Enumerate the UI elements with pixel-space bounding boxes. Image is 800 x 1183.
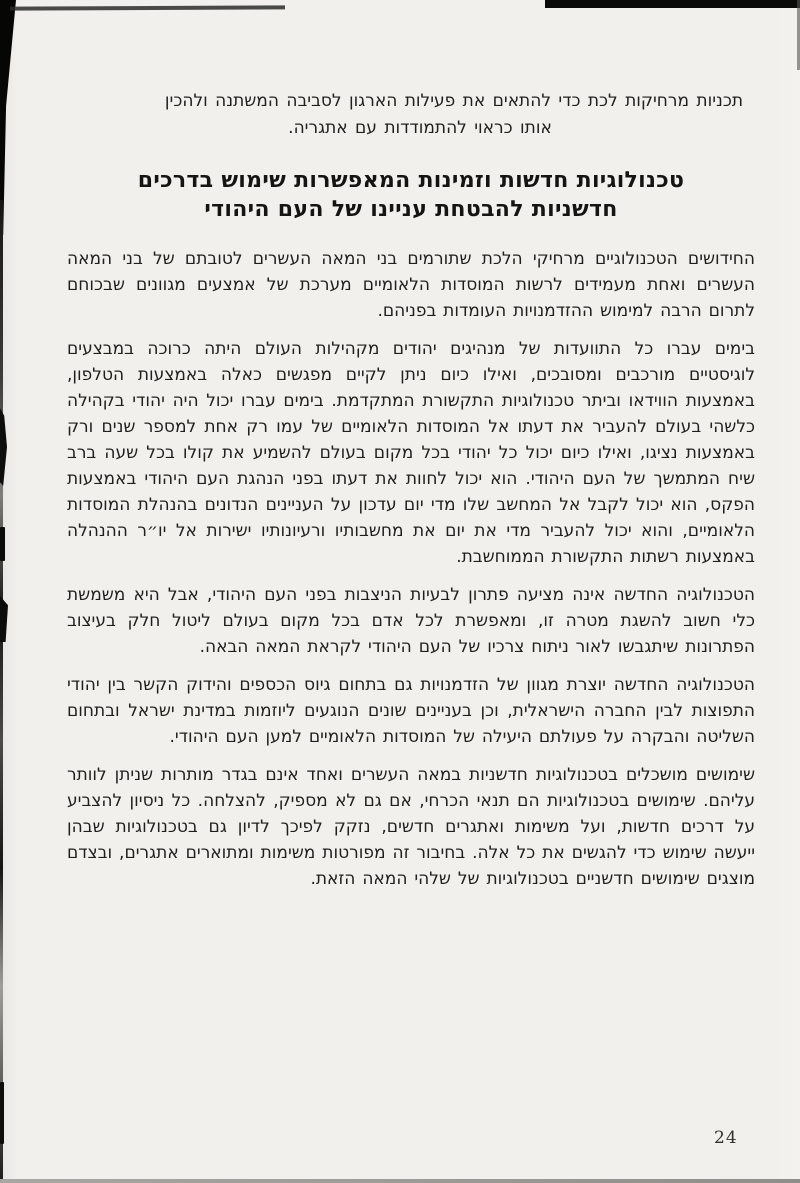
body-paragraph-4: הטכנולוגיה החדשה יוצרת מגוון של הזדמנויות גם בתחום גיוס הכספים והידוק הקשר בין יהודי התפוצות לבין החברה הישראלית, וכן בעניינים שונים הנוגעים ליוזמות במדינת ישראל ובתחום השליטה והבקרה על פעולתם היעילה של המוסדות הלאומיים למען העם היהודי. xyxy=(67,675,755,747)
scan-artifact-left-edge xyxy=(0,200,3,1183)
scan-artifact-left-blob-4 xyxy=(0,1082,4,1144)
scan-artifact-top-edge-left xyxy=(10,5,285,10)
body-paragraph-1: החידושים הטכנולוגיים מרחיקי הלכת שתורמים בני המאה העשרים לטובתם של בני המאה העשרים ואחת מעמידים לרשות המוסדות הלאומיים מערכת של אמצעים מגוונים שבכוחם לתרום הרבה למימוש ההזדמנויות העומדות בפניהם. xyxy=(67,249,755,321)
continuation-line-1: תכניות מרחיקות לכת כדי להתאים את פעילות הארגון לסביבה המשתנה ולהכין xyxy=(164,91,743,111)
scan-artifact-top-edge-right xyxy=(545,0,800,8)
page-number: 24 xyxy=(714,1128,738,1148)
body-paragraph-5: שימושים מושכלים בטכנולוגיות חדשניות במאה העשרים ואחד אינם בגדר מותרות שניתן לוותר עליהם. שימושים בטכנולוגיות הם תנאי הכרחי, אם גם לא מספיק, להצלחה. כל ניסיון להצביע על דרכים חדשות, ועל משימות ואתגרים חדשים, נזקק לפיכך לדיון גם בטכנולוגיות שבהן ייעשה שימוש כדי להגשים את כל אלה. בחיבור זה מפורטות משימות ומתוארים אתגרים, ובצדם מוצגים שימושים חדשניים בטכנולוגיות של שלהי המאה הזאת. xyxy=(67,765,755,889)
scan-artifact-bottom-edge xyxy=(0,1179,800,1183)
body-paragraph-2: בימים עברו כל התוועדות של מנהיגים יהודים מקהילות העולם היתה כרוכה במבצעים לוגיסטיים מורכבים ומסובכים, ואילו כיום ניתן לקיים מפגשים כאלה באמצעות הטלפון, באמצעות הווידאו וביתר טכנולוגיות התקשורת המתקדמת. בימים עברו יכול היה יהודי בקהילה כלשהי בעולם להעביר את דעתו אל המוסדות הלאומיים של עמו רק אחת למספר שנים ורק באמצעות נציגו, ואילו כיום יכול כל יהודי בכל מקום בעולם להשמיע את קולו בכל שעה ברב שיח המתמשך של העם היהודי. הוא יכול לחוות את דעתו בפני הנהגת העם היהודי באמצעות הפקס, הוא יכול לקבל אל המחשב שלו מדי יום עדכון על העניינים הנדונים בהנהלת המוסדות הלאומיים, והוא יכול להעביר מדי את יום את מחשבותיו ורעיונותיו ישירות אל יו״ר ההנהלה באמצעות רשתות התקשורת הממוחשבת. xyxy=(67,339,755,567)
scan-artifact-left-blob-2 xyxy=(0,527,5,561)
body-paragraph-3: הטכנולוגיה החדשה אינה מציעה פתרון לבעיות הניצבות בפני העם היהודי, אבל היא משמשת כלי חשוב להשגת מטרה זו, ומאפשרת לכל אדם בכל מקום בעולם ליטול חלק בעיצוב הפתרונות שיתגבשו לאור ניתוח צרכיו של העם היהודי לקראת המאה הבאה. xyxy=(67,585,755,657)
section-heading-line-1: טכנולוגיות חדשות וזמינות המאפשרות שימוש בדרכים xyxy=(137,168,685,193)
section-heading-line-2: חדשניות להבטחת עניינו של העם היהודי xyxy=(204,197,618,222)
scan-artifact-left-blob-3 xyxy=(0,596,8,642)
continuation-paragraph xyxy=(97,88,743,142)
section-heading xyxy=(67,166,755,224)
text-column xyxy=(67,88,755,892)
continuation-line-2: אותו כראוי להתמודדות עם אתגריה. xyxy=(288,118,552,138)
scan-artifact-left-blob-1 xyxy=(0,408,7,486)
